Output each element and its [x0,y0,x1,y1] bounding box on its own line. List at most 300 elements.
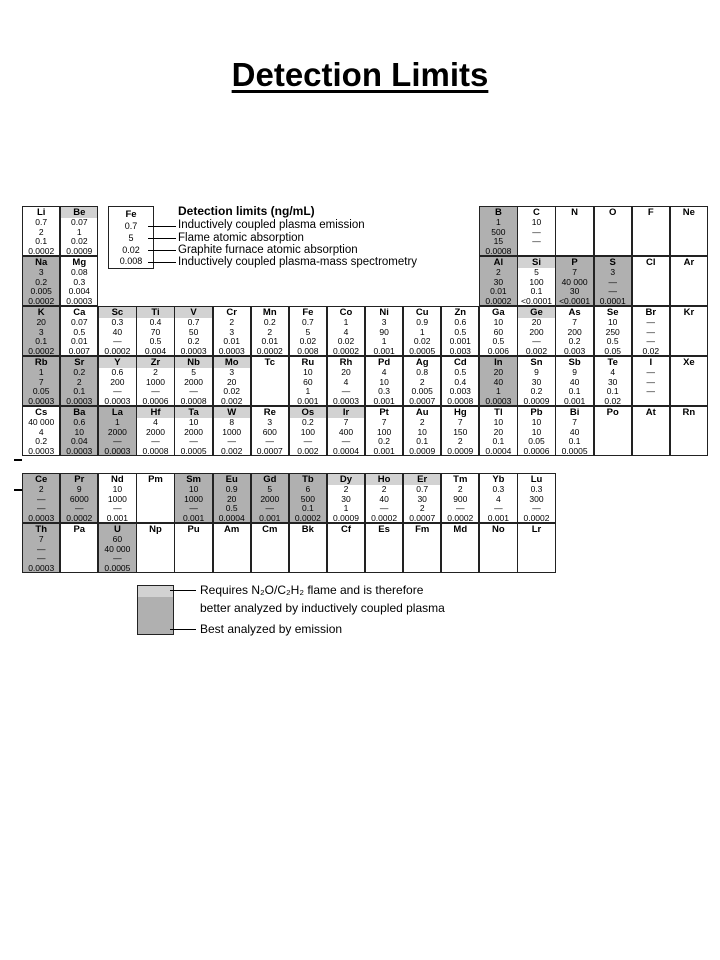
detection-limit-value: 0.0003 [28,395,55,406]
element-symbol: Ir [342,407,350,418]
detection-limit-value: — [532,226,541,237]
element-cell-am [213,523,251,573]
element-symbol: Lr [531,524,542,535]
element-cell-bk [289,523,327,573]
detection-limit-value: 90 [379,326,389,337]
detection-limit-value: 60 [112,534,123,544]
element-cell-pt [365,406,403,456]
element-symbol: Ho [377,474,391,485]
detection-limit-value: 0.5 [492,336,505,346]
element-symbol: Hf [150,407,161,418]
detection-limit-value: — [113,386,122,396]
element-values [518,368,554,406]
detection-limit-value: 0.1 [73,386,86,396]
detection-limit-value: 10 [303,367,313,377]
element-values [518,318,554,356]
detection-limit-value: 0.3 [378,386,390,396]
detection-limit-value: 4 [153,417,158,427]
element-values [137,318,173,356]
detection-limit-value: 50 [188,326,199,337]
detection-limit-value: 0.0003 [66,395,93,406]
detection-limit-value: 0.01 [71,336,88,346]
element-values [518,418,554,456]
detection-limit-value: 0.1 [35,336,48,346]
element-values [556,318,592,356]
detection-limit-value: 0.002 [525,345,548,356]
detection-limit-value: 1 [343,317,349,327]
detection-limit-value: 40 [569,376,580,387]
detection-limit-value: 2000 [107,426,127,437]
element-cell-se [594,306,632,356]
key-heading: Detection limits (ng/mL) [178,204,315,218]
detection-limit-value: 10 [112,484,123,494]
element-cell-k [22,306,60,356]
detection-limit-value: 20 [226,493,237,504]
element-values [23,535,59,573]
element-values [290,318,326,356]
element-values [23,268,59,306]
detection-limit-value: 0.05 [604,345,621,356]
element-symbol: Ag [415,357,429,368]
detection-limit-value: — [646,317,656,327]
element-values [480,418,516,456]
element-symbol: Ce [35,474,48,485]
element-symbol: Ne [682,207,695,218]
element-symbol: Sb [568,357,581,368]
detection-limit-value: — [113,336,122,346]
detection-limit-value [633,397,669,407]
element-symbol: Md [453,524,468,535]
detection-limit-value: 0.0002 [28,345,55,356]
detection-limit-value: 1 [38,367,44,377]
element-cell-tl [479,406,517,456]
detection-limit-value: 0.1 [492,436,505,446]
element-values [23,318,59,356]
detection-limit-value: — [151,386,160,396]
element-cell-w [213,406,251,456]
detection-limit-value: 0.0005 [409,345,436,356]
element-symbol: Rb [34,357,48,368]
detection-limit-value: 400 [338,426,354,437]
detection-limit-value: 100 [300,426,315,437]
element-symbol: Al [493,257,504,268]
detection-limit-value: 4 [343,376,349,387]
key-row-graphite-aa: Graphite furnace atomic absorption [178,244,358,256]
detection-limit-value: 4 [610,367,616,377]
detection-limit-value: 0.0007 [409,395,436,406]
element-cell-b [479,206,517,256]
detection-limit-value: 0.0003 [28,562,55,573]
detection-limit-value: — [646,326,656,337]
element-symbol: Si [532,257,541,268]
detection-limit-value: 0.001 [106,512,129,523]
element-values [595,368,631,406]
element-symbol: Nd [111,474,124,485]
detection-limit-value: — [189,386,198,396]
element-values [442,368,478,406]
element-cell-ga [479,306,517,356]
element-symbol: Bk [301,524,314,535]
element-symbol: In [494,357,503,368]
detection-limit-value: — [113,553,122,563]
detection-limit-value: 500 [300,493,315,504]
detection-limit-value: 5 [191,367,196,377]
legend-light-text-1: Requires N₂O/C₂H₂ flame and is therefore [200,583,424,597]
detection-limit-value: — [341,386,351,396]
element-symbol: Np [149,524,162,535]
key-symbol: Fe [125,209,137,220]
detection-limit-value: — [341,436,351,446]
element-cell-sn [517,356,555,406]
element-cell-pd [365,356,403,406]
element-cell-ir [327,406,365,456]
element-values [290,485,326,523]
element-cell-pa [60,523,98,573]
detection-limit-value: 0.0003 [66,445,93,456]
detection-limit-value: 0.3 [492,484,505,494]
detection-limit-value: 1 [419,326,425,337]
fblock-marker [14,459,22,461]
element-values [556,268,592,306]
detection-limit-value: — [36,553,46,563]
detection-limit-value: 0.001 [373,345,395,356]
detection-limit-value: 20 [531,317,542,327]
element-cell-mn [251,306,289,356]
detection-limit-value: 1 [76,226,82,237]
key-values [109,221,153,268]
element-symbol: S [609,257,616,268]
element-symbol: At [645,407,656,418]
element-cell-tm [441,473,479,523]
detection-limit-value: 0.01 [223,336,240,346]
detection-limit-value: 200 [529,326,544,337]
element-symbol: Sn [530,357,543,368]
detection-limit-value: 0.0002 [447,512,474,523]
element-symbol: Po [606,407,619,418]
detection-limit-value: 0.3 [530,484,543,494]
element-values [252,418,288,456]
detection-limit-value: 2 [457,484,463,494]
element-cell-br [632,306,670,356]
element-values [214,318,250,356]
detection-limit-value: 40 000 [104,543,131,554]
element-values [595,268,631,306]
element-cell-cf [327,523,365,573]
element-symbol: Na [35,257,48,268]
detection-limit-value: 0.02 [71,236,88,246]
element-values [518,268,554,306]
detection-limit-value: 0.7 [187,317,200,327]
element-symbol: Cd [453,357,467,368]
element-symbol: O [609,207,617,218]
element-cell-pm [136,473,174,523]
detection-limit-value: 0.2 [568,336,581,346]
element-cell-zn [441,306,479,356]
detection-limit-value: 1 [381,336,387,346]
element-cell-no [479,523,517,573]
element-values [366,485,402,523]
element-values [61,218,97,256]
detection-limit-value: 0.5 [606,336,619,346]
detection-limit-value: 0.0005 [561,445,588,456]
element-cell-lr [517,523,555,573]
detection-limit-value: 0.2 [187,336,200,346]
detection-limit-value: 0.5 [149,336,162,346]
detection-limit-value: — [532,236,541,246]
detection-limit-value: 0.0002 [104,345,131,356]
detection-limit-value: 0.1 [416,436,429,446]
detection-limit-value: 0.02 [299,336,317,346]
detection-limit-value: — [646,336,656,346]
element-values [214,368,250,406]
detection-limit-value: 0.0003 [332,395,359,406]
detection-limit-value: 0.0007 [256,445,283,456]
element-cell-nb [174,356,212,406]
detection-limit-value: 0.1 [35,236,48,246]
element-symbol: Pr [74,474,85,485]
element-cell-ho [365,473,403,523]
element-cell-bi [555,406,593,456]
detection-limit-value: 2 [38,226,44,237]
key-connector [148,250,176,251]
detection-limit-value: — [265,503,275,513]
detection-limit-value: — [36,503,46,513]
detection-limit-value: 0.3 [111,317,124,327]
element-symbol: Pb [530,407,543,418]
detection-limit-value: 2000 [146,426,165,437]
element-cell-cr [213,306,251,356]
element-cell-au [403,406,441,456]
detection-limit-value: 9 [534,367,539,377]
page-title: Detection Limits [231,56,489,93]
detection-limit-value: 10 [531,426,542,437]
element-cell-cs [22,406,60,456]
detection-limit-value: 30 [531,376,542,387]
detection-limit-value: 1 [496,217,501,227]
detection-limit-value: 0.0002 [256,345,283,356]
element-cell-yb [479,473,517,523]
detection-limit-value: — [456,503,465,513]
element-values [328,418,364,456]
element-cell-al [479,256,517,306]
detection-limit-value: 0.0002 [523,512,550,523]
element-symbol: Te [607,357,618,368]
element-symbol: Be [73,207,86,218]
element-values [252,485,288,523]
element-values [175,318,211,356]
element-symbol: Ge [530,307,543,318]
detection-limit-value: 2000 [184,376,204,387]
detection-limit-value: 0.1 [530,286,543,296]
element-values [61,268,97,306]
detection-limit-value: <0.0001 [559,295,591,306]
detection-limit-value: 20 [341,367,351,377]
detection-limit-value: — [379,503,389,513]
element-symbol: Mn [262,307,277,318]
element-values [518,485,554,523]
element-cell-ni [365,306,403,356]
element-symbol: Ba [73,407,86,418]
detection-limit-value: 0.0008 [485,245,512,256]
element-cell-sm [174,473,212,523]
key-row-flame-aa: Flame atomic absorption [178,232,304,244]
detection-limit-value: 2 [457,436,463,446]
element-cell-si [517,256,555,306]
element-cell-zr [136,356,174,406]
element-cell-tc [251,356,289,406]
element-cell-in [479,356,517,406]
element-symbol: W [227,407,237,418]
element-values [23,218,59,256]
detection-limit-value: 600 [262,426,277,437]
detection-limit-value: 0.02 [642,345,660,356]
element-cell-u [98,523,136,573]
detection-limit-value: 0.6 [111,367,124,377]
element-values [328,368,364,406]
element-values [175,485,211,523]
element-symbol: Li [36,207,46,218]
detection-limit-value: 200 [110,376,125,387]
element-symbol: Ga [492,307,505,318]
detection-limit-value: 0.001 [487,512,510,523]
element-cell-y [98,356,136,406]
element-cell-pb [517,406,555,456]
detection-limit-value: 0.02 [223,386,240,396]
detection-limit-value: 0.001 [449,336,471,346]
element-cell-er [403,473,441,523]
detection-limit-value: 0.2 [378,436,390,446]
element-cell-kr [670,306,708,356]
element-values [23,368,59,406]
detection-limit-value: 0.008 [297,345,319,356]
element-symbol: K [37,307,45,318]
detection-limit-value: 0.006 [487,345,510,356]
element-symbol: Cf [340,524,351,535]
detection-limit-value: 7 [38,376,44,387]
element-cell-ba [60,406,98,456]
element-cell-sb [555,356,593,406]
detection-limit-value: 40 [493,376,504,387]
detection-limit-value: 2 [153,367,158,377]
detection-limit-value: 0.0003 [28,445,55,456]
detection-limit-value: — [189,436,198,446]
element-symbol: As [568,307,581,318]
detection-limit-value: 0.0003 [104,395,131,406]
detection-limit-value: 10 [493,417,504,427]
detection-limit-value: 0.6 [73,417,86,427]
detection-limit-value: 30 [417,493,427,504]
detection-limit-value: — [36,543,46,554]
element-symbol: Fm [415,524,430,535]
element-symbol: Pd [378,357,391,368]
element-values [366,318,402,356]
detection-limit-value: 900 [453,493,468,504]
element-cell-sr [60,356,98,406]
element-cell-co [327,306,365,356]
detection-limit-value: 0.2 [301,417,314,427]
legend-swatch [137,585,174,635]
element-cell-at [632,406,670,456]
detection-limit-value: 0.0008 [142,445,169,456]
element-values [99,485,135,523]
detection-limit-value: — [227,436,236,446]
detection-limit-value: 0.001 [182,512,205,523]
element-symbol: Kr [683,307,695,318]
detection-limit-value: 7 [572,417,577,427]
detection-limit-value: 100 [376,426,392,437]
detection-limit-value: 2 [229,317,235,327]
element-symbol: Pm [148,474,163,485]
detection-limit-value: 2 [496,267,501,277]
element-cell-cd [441,356,479,406]
element-cell-rh [327,356,365,406]
element-symbol: Mo [224,357,239,368]
detection-limit-value: 0.7 [35,217,48,227]
detection-limit-value: 0.0004 [332,445,359,456]
detection-limit-value: — [608,276,617,287]
detection-limit-value: 60 [303,376,313,387]
element-cell-te [594,356,632,406]
detection-limit-value: 9 [76,484,82,494]
element-values [99,535,135,573]
element-symbol: Nb [187,357,200,368]
element-cell-na [22,256,60,306]
element-symbol: C [533,207,540,218]
detection-limit-value: 0.3 [73,276,86,287]
element-values [442,418,478,456]
element-cell-li [22,206,60,256]
element-values [366,368,402,406]
detection-limit-value: — [303,436,313,446]
detection-limit-value: 0.001 [373,395,395,406]
detection-limit-value: 0.0003 [485,395,512,406]
element-symbol: Fe [302,307,314,318]
element-cell-xe [670,356,708,406]
element-symbol: La [111,407,123,418]
element-values [214,418,250,456]
detection-limit-value: 0.003 [449,386,471,396]
detection-limit-value: 1 [496,386,501,396]
detection-limit-value: 0.0006 [523,445,550,456]
detection-limit-value: 0.0003 [218,345,245,356]
element-symbol: Cs [35,407,48,418]
key-value: 0.7 [124,221,138,231]
detection-limit-value: 0.0007 [409,512,436,523]
detection-limit-value: 7 [343,417,349,427]
element-values [442,485,478,523]
element-symbol: Lu [530,474,543,485]
detection-limit-value: 0.002 [221,395,243,406]
detection-limit-value: 0.0008 [447,395,474,406]
detection-limit-value: — [494,503,503,513]
detection-limit-value: 0.0003 [104,445,131,456]
detection-limit-value: 0.0008 [180,395,207,406]
key-value: 0.02 [122,244,140,255]
detection-limit-value: 0.0003 [66,295,93,306]
detection-limit-value: 0.5 [454,326,467,337]
detection-limit-value: 0.005 [411,386,433,396]
detection-limit-value: 40 [569,426,580,437]
detection-limit-value: 0.004 [144,345,167,356]
element-cell-v [174,306,212,356]
detection-limit-value: 9 [572,367,577,377]
detection-limit-value: 40 000 [28,417,55,427]
detection-limit-value: 4 [38,426,44,437]
element-cell-o [594,206,632,256]
element-values [595,318,631,356]
element-values [518,218,554,256]
detection-limit-value: 2000 [184,426,204,437]
